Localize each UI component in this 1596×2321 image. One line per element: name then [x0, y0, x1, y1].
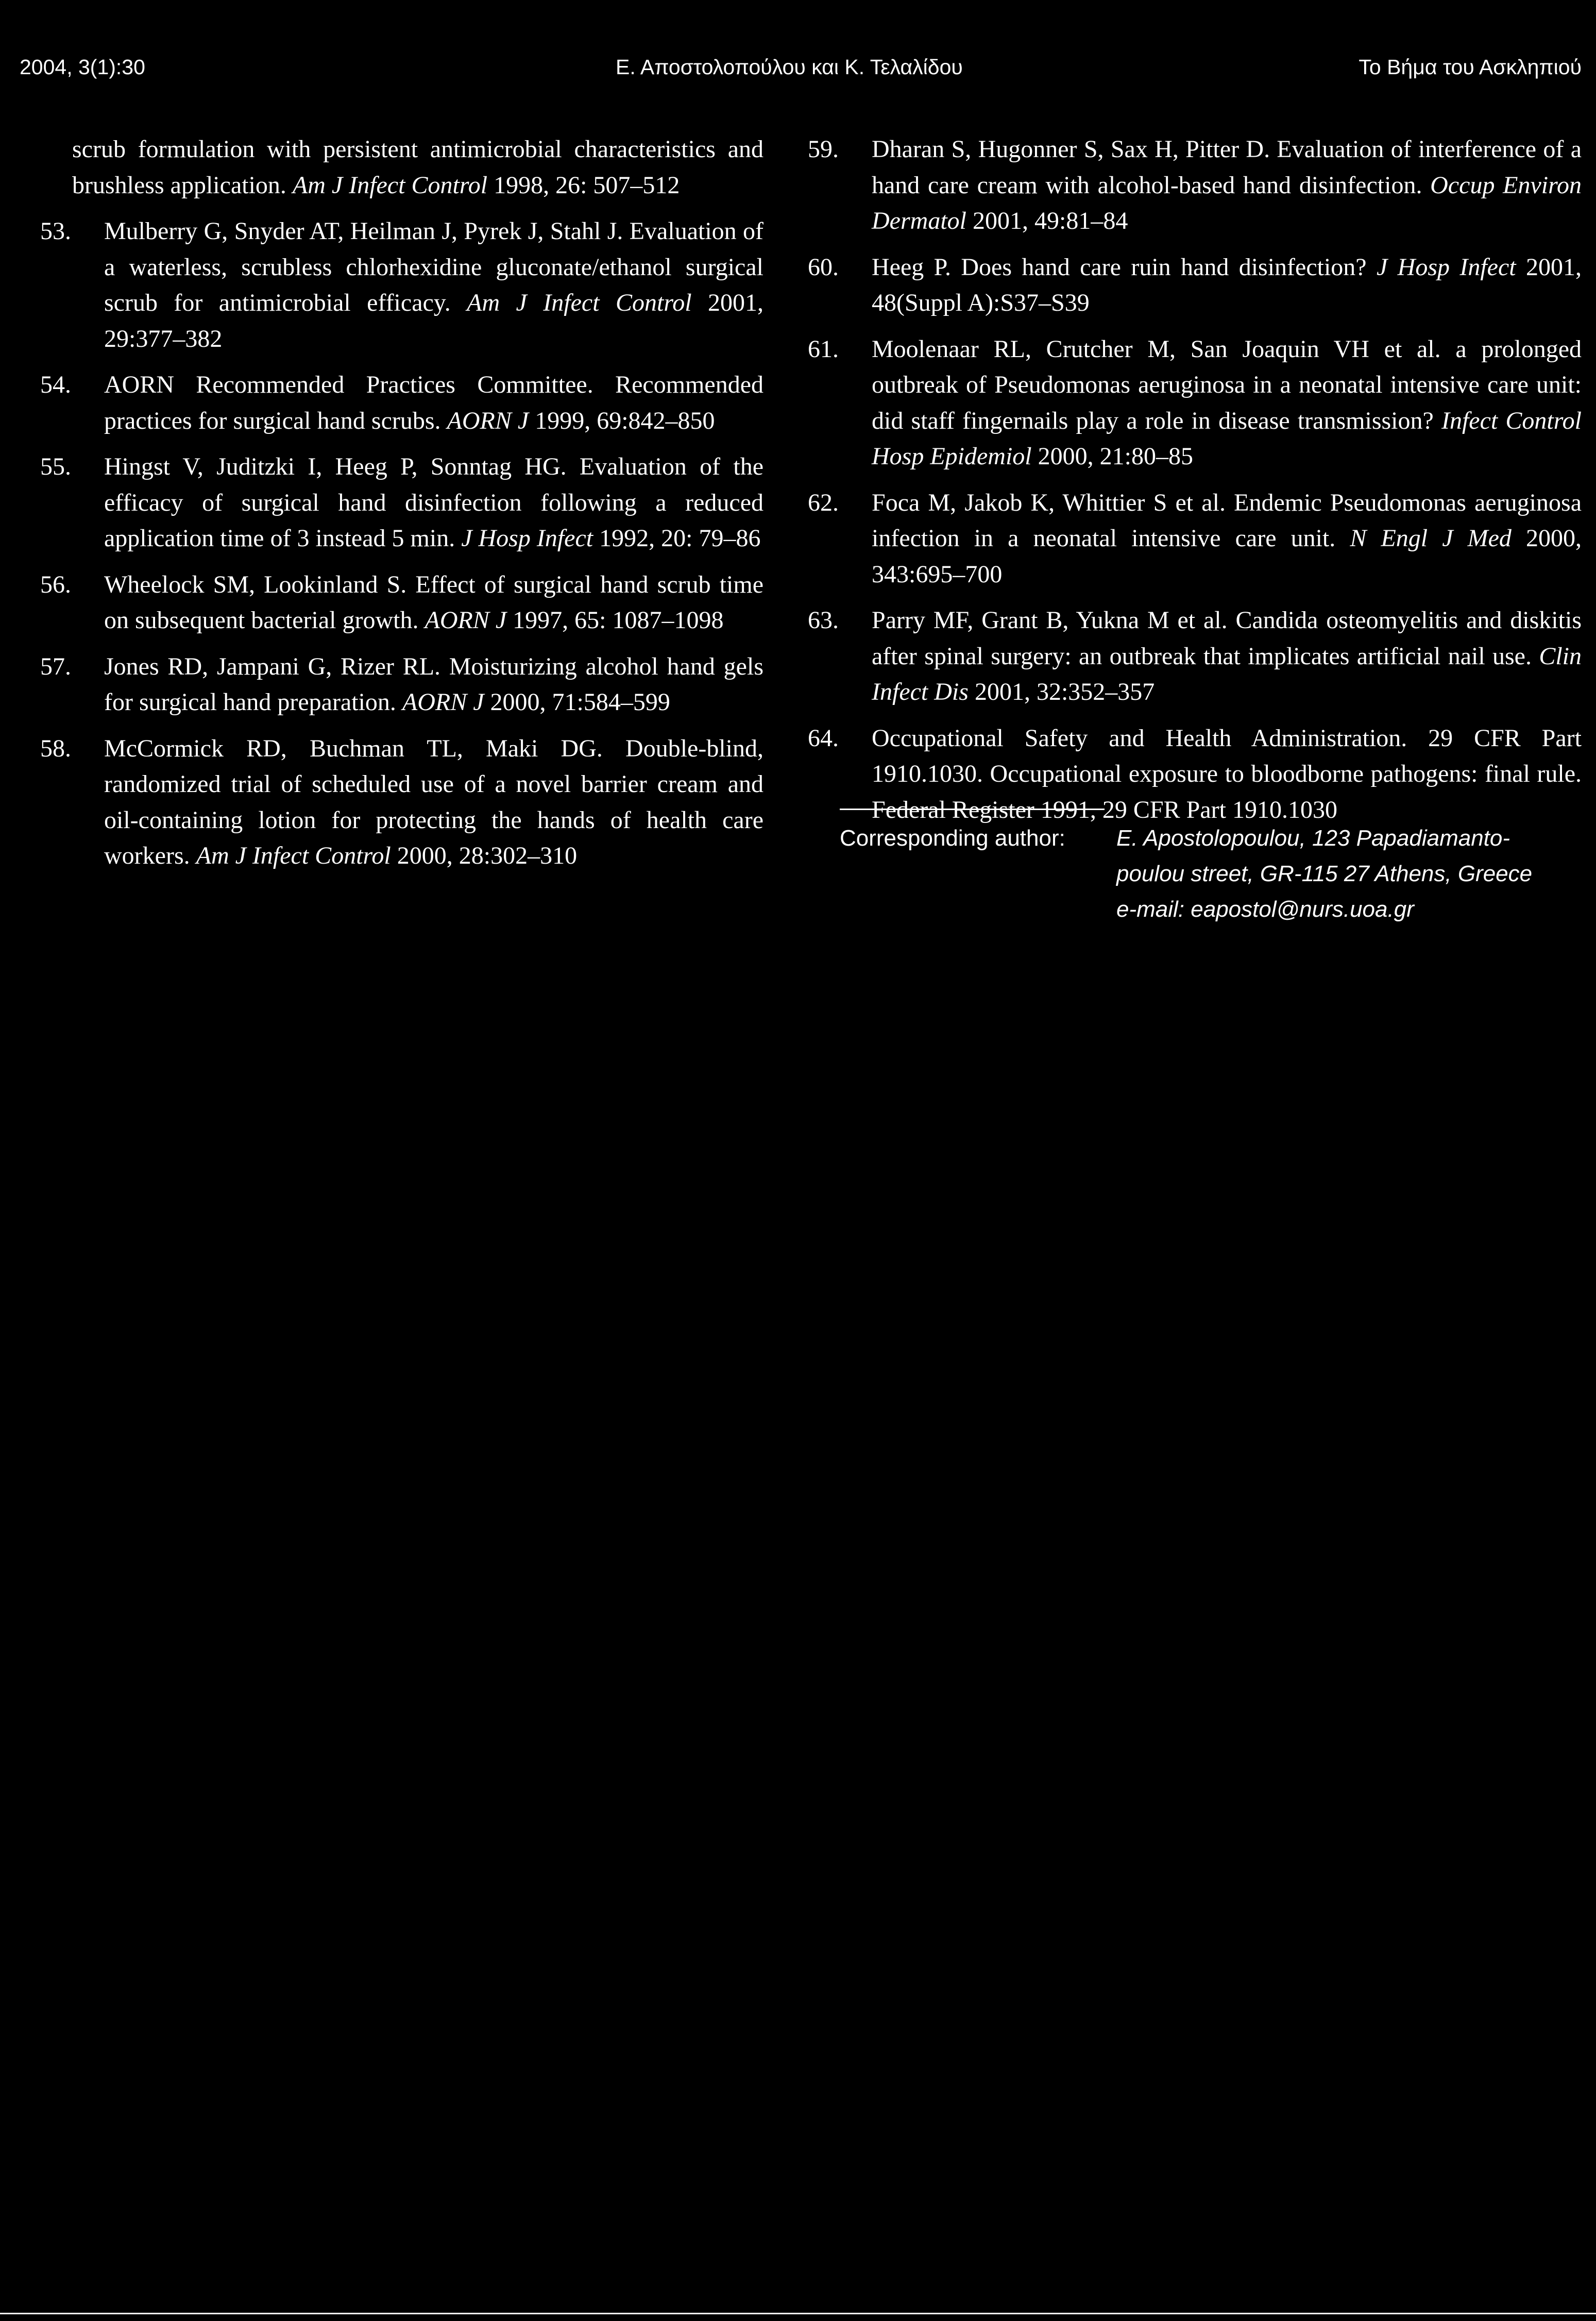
references-left-column: [40, 131, 764, 884]
corresponding-author-address: [1116, 820, 1532, 927]
reference-64: 64. Occupational Safety and Health Administration. 29 CFR Part 1910.1030. Occupational exposure to bloodborne pathogens: final rule. Federal Register 1991, 29 CFR Part 1910.1030: [808, 724, 1582, 823]
header-issue: 2004, 3(1):30: [20, 55, 145, 79]
address-line-2: poulou street, GR-115 27 Athens, Greece: [1116, 861, 1533, 886]
address-line-1: E. Apostolopoulou, 123 Papadiamanto-: [1116, 826, 1510, 851]
reference-54: 54. AORN Recommended Practices Committee. Recommended practices for surgical hand scrubs. AORN J 1999, 69:842–850: [40, 371, 763, 434]
reference-continuation: scrub formulation with persistent antimicrobial characteristics and brushless application. Am J Infect Control 1998, 26: 507–512: [72, 136, 763, 199]
reference-59: 59. Dharan S, Hugonner S, Sax H, Pitter D. Evaluation of interference of a hand care cream with alcohol-based hand disinfection. Occup Environ Dermatol 2001, 49:81–84: [808, 136, 1582, 234]
reference-53: 53. Mulberry G, Snyder AT, Heilman J, Pyrek J, Stahl J. Evaluation of a waterless, scrubless chlorhexidine gluconate/ethanol surgical scrub for antimicrobial efficacy. Am J Infect Control 2001, 29:377–382: [40, 217, 764, 352]
reference-60: 60. Heeg P. Does hand care ruin hand disinfection? J Hosp Infect 2001, 48(Suppl A):S37–S39: [808, 253, 1582, 316]
reference-61: 61. Moolenaar RL, Crutcher M, San Joaquin VH et al. a prolonged outbreak of Pseudomonas aeruginosa in a neonatal intensive care unit: did staff fingernails play a role in disease transmission? Infect Control Hosp Epidemiol 2000, 21:80–85: [808, 335, 1582, 470]
reference-62: 62. Foca M, Jakob K, Whittier S et al. Endemic Pseudomonas aeruginosa infection in a neonatal intensive care unit. N Engl J Med 2000, 343:695–700: [808, 489, 1582, 588]
reference-55: 55. Hingst V, Juditzki I, Heeg P, Sonntag HG. Evaluation of the efficacy of surgical hand disinfection following a reduced application time of 3 instead 5 min. J Hosp Infect 1992, 20: 79–86: [40, 453, 763, 552]
references-right-column: [808, 131, 1582, 838]
page-bottom-rule: [0, 2313, 1596, 2314]
footnote-divider: [840, 809, 1105, 810]
reference-58: 58. McCormick RD, Buchman TL, Maki DG. Double-blind, randomized trial of scheduled use of a novel barrier cream and oil-containing lotion for protecting the hands of health care workers. Am J Infect Control 2000, 28:302–310: [40, 734, 763, 869]
corresponding-author-label: Corresponding author:: [840, 826, 1065, 851]
reference-57: 57. Jones RD, Jampani G, Rizer RL. Moisturizing alcohol hand gels for surgical hand preparation. AORN J 2000, 71:584–599: [40, 652, 763, 716]
email-line: e-mail: eapostol@nurs.uoa.gr: [1116, 897, 1414, 922]
reference-63: 63. Parry MF, Grant B, Yukna M et al. Candida osteomyelitis and diskitis after spinal surgery: an outbreak that implicates artificial nail use. Clin Infect Dis 2001, 32:352–357: [808, 607, 1582, 705]
header-authors: Ε. Αποστολοπούλου και Κ. Τελαλίδου: [616, 55, 963, 79]
header-journal: Το Βήμα του Ασκληπιού: [1359, 55, 1582, 79]
reference-56: 56. Wheelock SM, Lookinland S. Effect of surgical hand scrub time on subsequent bacterial growth. AORN J 1997, 65: 1087–1098: [40, 570, 763, 634]
running-header: [0, 0, 1596, 113]
